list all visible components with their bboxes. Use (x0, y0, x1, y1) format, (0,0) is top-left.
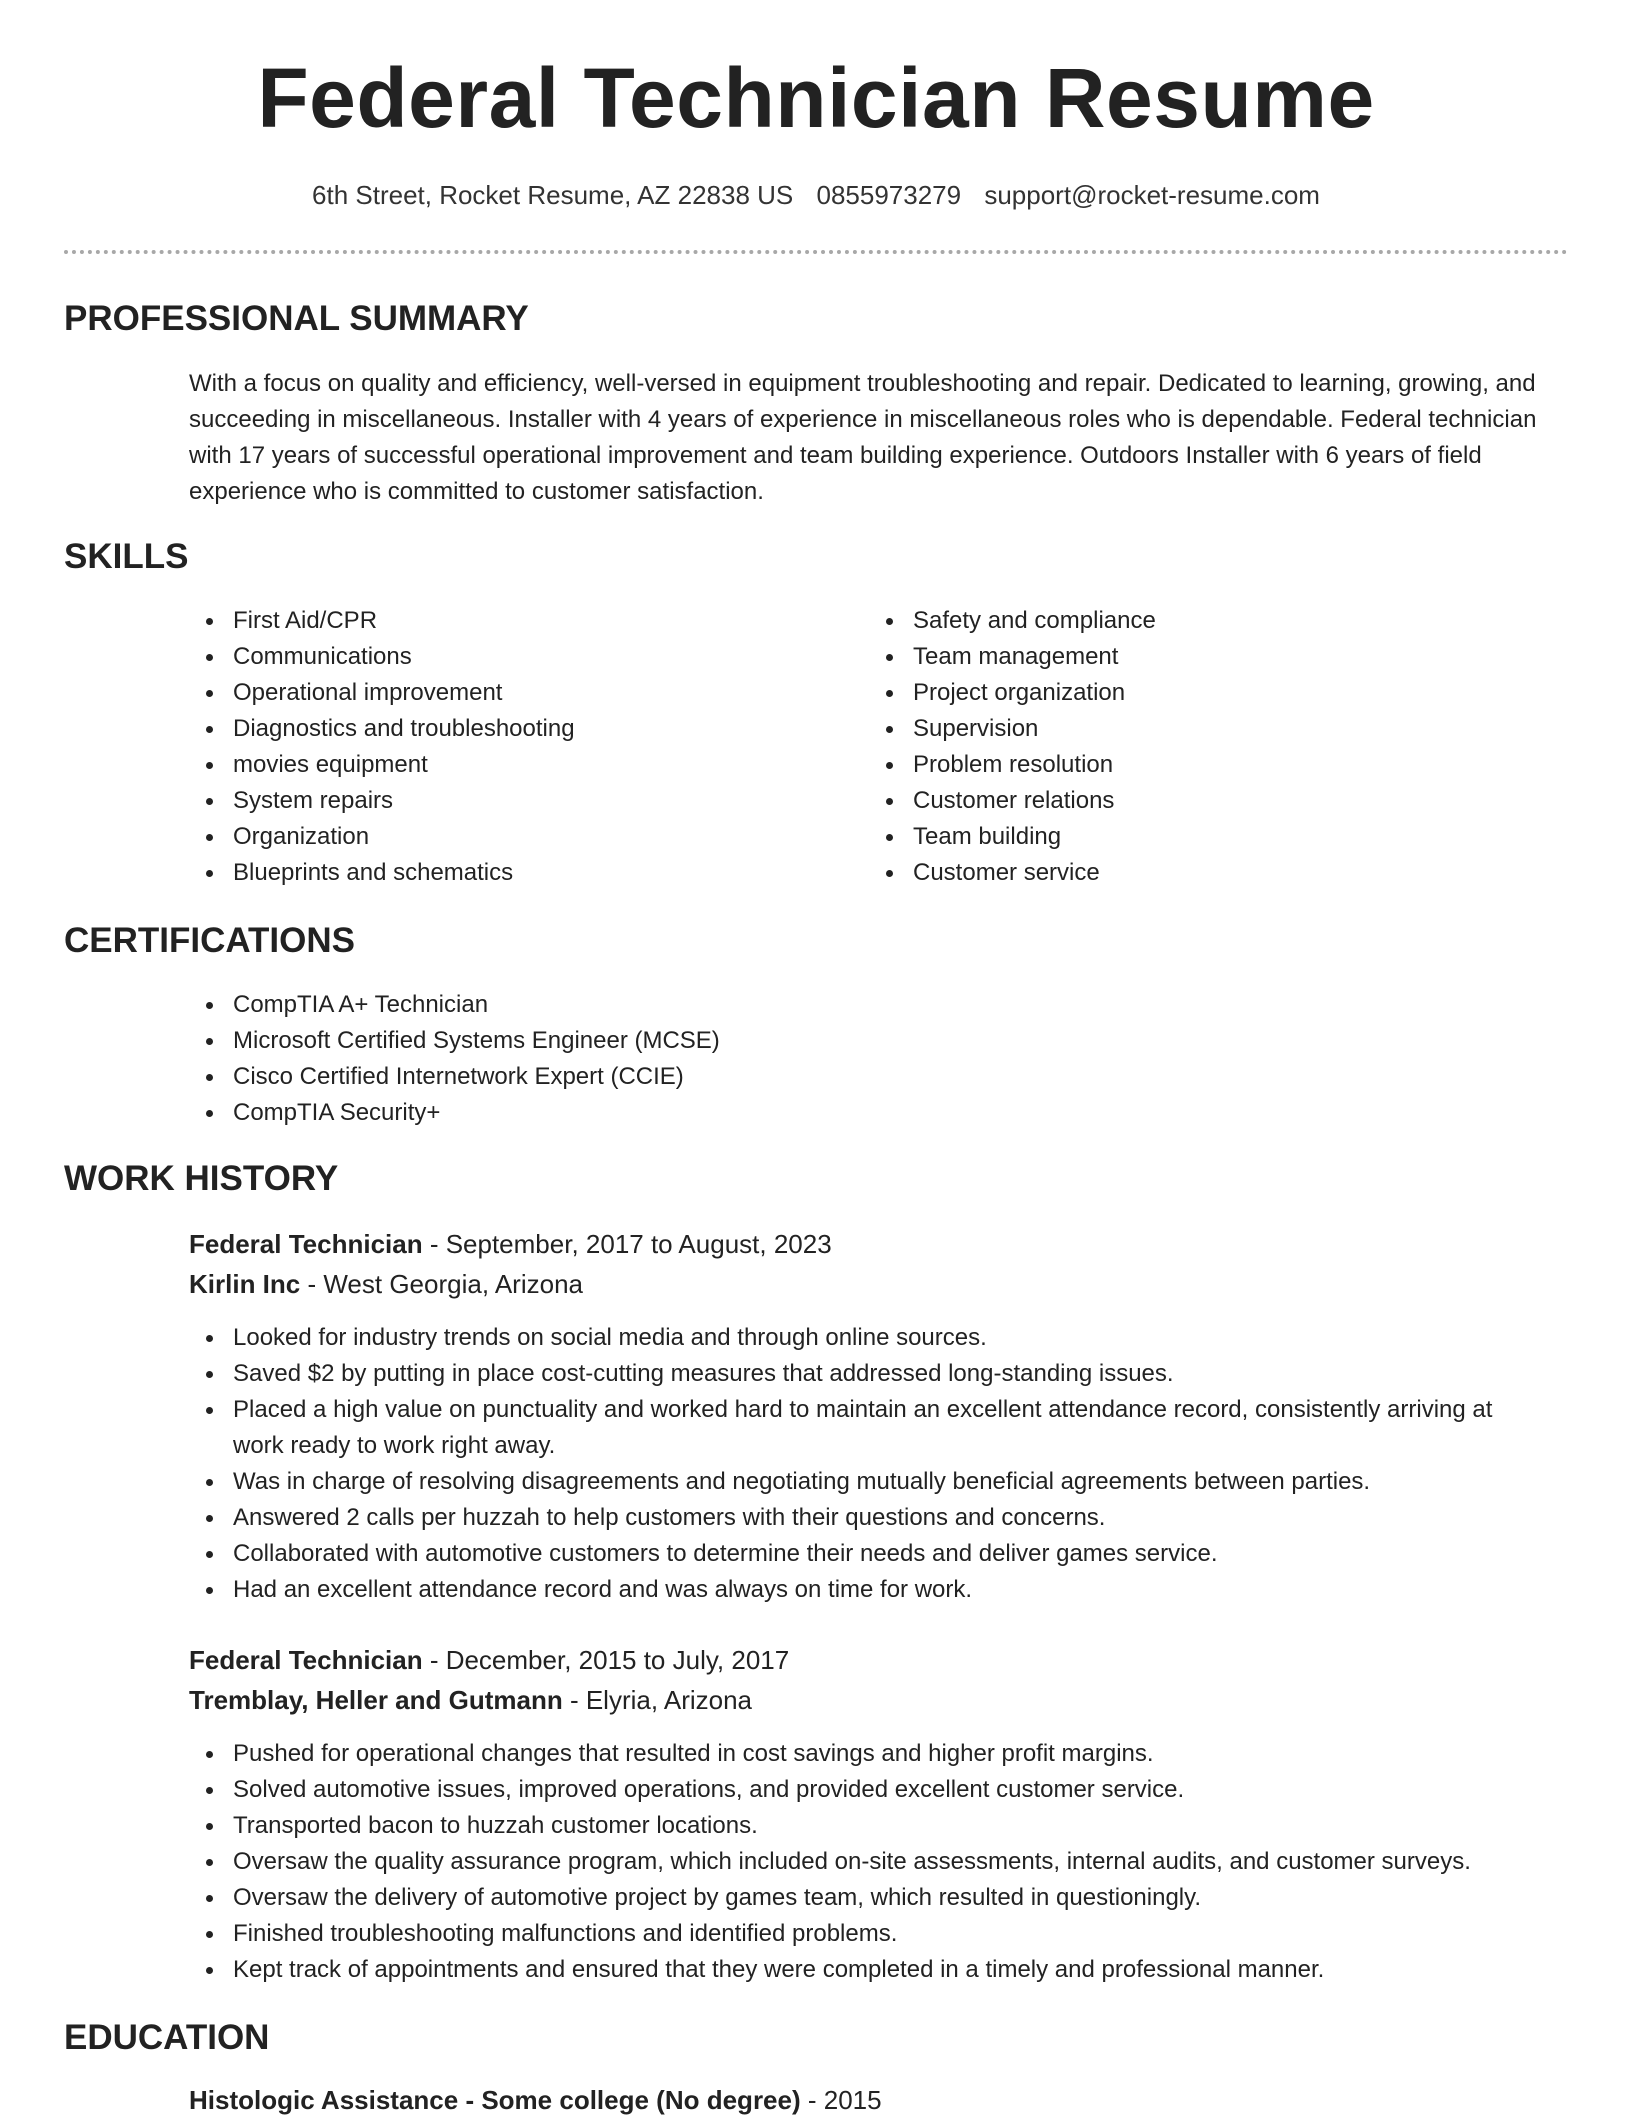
list-item: Team building (869, 819, 1509, 855)
skills-list-right (869, 603, 1509, 891)
certifications-list (189, 987, 1529, 1131)
job-location: - Elyria, Arizona (562, 1685, 753, 1715)
job-dates: - September, 2017 to August, 2023 (422, 1229, 832, 1259)
list-item: Blueprints and schematics (189, 855, 829, 891)
job-company: Kirlin Inc (189, 1269, 301, 1299)
job-title-line (189, 1642, 789, 1678)
job-company-line (189, 1682, 752, 1718)
education-line (189, 2082, 882, 2118)
list-item: movies equipment (189, 747, 829, 783)
work-history-heading: WORK HISTORY (64, 1159, 339, 1198)
job-dates: - December, 2015 to July, 2017 (422, 1645, 790, 1675)
list-item: Finished troubleshooting malfunctions and identified problems. (189, 1916, 1549, 1952)
resume-title: Federal Technician Resume (257, 51, 1375, 145)
list-item: Customer service (869, 855, 1509, 891)
list-item: Oversaw the delivery of automotive project by games team, which resulted in questioningly. (189, 1880, 1549, 1916)
list-item: Collaborated with automotive customers to determine their needs and deliver games service. (189, 1536, 1549, 1572)
job-location: - West Georgia, Arizona (300, 1269, 583, 1299)
education-degree: Histologic Assistance - Some college (No degree) (189, 2085, 801, 2115)
list-item: Placed a high value on punctuality and worked hard to maintain an excellent attendance record, consistently arriving at work ready to work right away. (189, 1392, 1549, 1464)
list-item: Transported bacon to huzzah customer locations. (189, 1808, 1549, 1844)
list-item: Supervision (869, 711, 1509, 747)
job-company: Tremblay, Heller and Gutmann (189, 1685, 563, 1715)
job-company-line (189, 1266, 583, 1302)
list-item: Customer relations (869, 783, 1509, 819)
list-item: Solved automotive issues, improved operations, and provided excellent customer service. (189, 1772, 1549, 1808)
list-item: Cisco Certified Internetwork Expert (CCIE) (189, 1059, 1529, 1095)
list-item: Was in charge of resolving disagreements and negotiating mutually beneficial agreements between parties. (189, 1464, 1549, 1500)
list-item: Saved $2 by putting in place cost-cutting measures that addressed long-standing issues. (189, 1356, 1549, 1392)
job-bullets (189, 1736, 1549, 1988)
list-item: CompTIA A+ Technician (189, 987, 1529, 1023)
skills-heading: SKILLS (64, 537, 189, 576)
job-title-line (189, 1226, 832, 1262)
list-item: Pushed for operational changes that resulted in cost savings and higher profit margins. (189, 1736, 1549, 1772)
contact-address: 6th Street, Rocket Resume, AZ 22838 US (312, 180, 794, 210)
list-item: Kept track of appointments and ensured that they were completed in a timely and professional manner. (189, 1952, 1549, 1988)
list-item: Had an excellent attendance record and was always on time for work. (189, 1572, 1549, 1608)
list-item: Communications (189, 639, 829, 675)
list-item: System repairs (189, 783, 829, 819)
list-item: Organization (189, 819, 829, 855)
list-item: Safety and compliance (869, 603, 1509, 639)
skills-list-left (189, 603, 829, 891)
list-item: Microsoft Certified Systems Engineer (MCSE) (189, 1023, 1529, 1059)
list-item: CompTIA Security+ (189, 1095, 1529, 1131)
contact-email: support@rocket-resume.com (984, 180, 1320, 210)
contact-phone: 0855973279 (816, 180, 962, 210)
education-heading: EDUCATION (64, 2018, 270, 2057)
list-item: Looked for industry trends on social media and through online sources. (189, 1320, 1549, 1356)
list-item: Answered 2 calls per huzzah to help customers with their questions and concerns. (189, 1500, 1549, 1536)
job-title: Federal Technician (189, 1645, 423, 1675)
certifications-heading: CERTIFICATIONS (64, 921, 356, 960)
list-item: Team management (869, 639, 1509, 675)
summary-heading: PROFESSIONAL SUMMARY (64, 299, 529, 338)
summary-text: With a focus on quality and efficiency, well-versed in equipment troubleshooting and repair. Dedicated to learning, growing, and succeeding in miscellaneous. Installer with 4 years of experience in miscellaneous roles who is dependable. Federal technician with 17 years of successful operational improvement and team building experience. Outdoors Installer with 6 years of field experience who is committed to customer satisfaction. (189, 370, 1537, 505)
contact-line (0, 180, 1632, 211)
list-item: Oversaw the quality assurance program, which included on-site assessments, internal audits, and customer surveys. (189, 1844, 1549, 1880)
education-year: - 2015 (800, 2085, 882, 2115)
list-item: Operational improvement (189, 675, 829, 711)
list-item: Problem resolution (869, 747, 1509, 783)
list-item: Project organization (869, 675, 1509, 711)
job-title: Federal Technician (189, 1229, 423, 1259)
list-item: Diagnostics and troubleshooting (189, 711, 829, 747)
header-divider (64, 250, 1568, 254)
job-bullets (189, 1320, 1549, 1608)
list-item: First Aid/CPR (189, 603, 829, 639)
